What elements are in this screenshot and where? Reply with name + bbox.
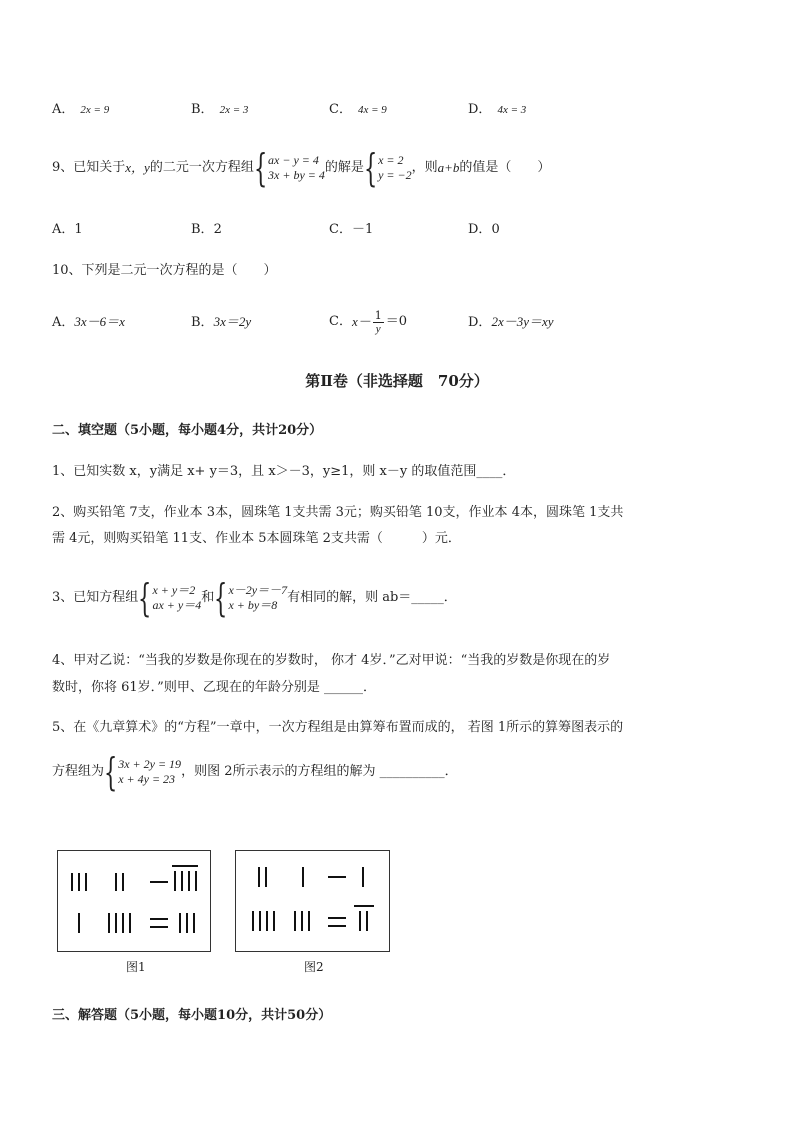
rod bbox=[301, 911, 303, 931]
fill-question-4-line2: 数时，你将 61岁．”则甲、乙现在的年龄分别是 ______． bbox=[52, 680, 376, 695]
figure-1-caption: 图1 bbox=[126, 960, 146, 974]
fill-question-2-line1: 2、购买铅笔 7支，作业本 3本，圆珠笔 1支共需 3元；购买铅笔 10支，作业本 4本，圆珠笔 1支共 bbox=[52, 505, 624, 520]
q9-option-d: D．0 bbox=[468, 222, 500, 237]
rod bbox=[172, 865, 198, 867]
brace-icon: { bbox=[214, 576, 228, 620]
q8-option-c: C． 4x = 9 bbox=[329, 102, 387, 117]
rod bbox=[115, 873, 117, 891]
fill-question-2-line2: 需 4元，则购买铅笔 11支、作业本 5本圆珠笔 2支共需（ ）元． bbox=[52, 531, 461, 546]
rod bbox=[366, 911, 368, 931]
fill-question-5-line1: 5、在《九章算术》的“方程”一章中，一次方程组是由算筹布置而成的， 若图 1所示的算筹图表示的 bbox=[52, 720, 624, 735]
q9-solution-system: { x = 2 y = −2 bbox=[363, 146, 412, 190]
rod bbox=[181, 871, 183, 891]
rod bbox=[302, 867, 304, 887]
q9-option-a: A．1 bbox=[52, 222, 83, 237]
rod bbox=[188, 871, 190, 891]
rod bbox=[78, 873, 80, 891]
rod bbox=[328, 925, 346, 927]
figure-1-counting-rods bbox=[57, 850, 211, 952]
rod bbox=[259, 911, 261, 931]
section-3-heading: 三、解答题（5小题，每小题10分，共计50分） bbox=[52, 1008, 332, 1023]
q10-option-c: C． x－ $\frac{1}{y}$ ＝0 bbox=[329, 308, 408, 335]
rod bbox=[266, 911, 268, 931]
q10-option-d: D．2x－3y＝xy bbox=[468, 314, 554, 330]
f3-system-2: { x－2y＝－7 x + by＝8 bbox=[214, 576, 288, 620]
fill-question-5-line2: 方程组为 { 3x + 2y = 19 x + 4y = 23 ，则图 2所示表示的方程组的解为 __________． bbox=[52, 750, 458, 794]
rod bbox=[108, 913, 110, 933]
brace-icon: { bbox=[104, 750, 118, 794]
q8-option-b: B． 2x = 3 bbox=[191, 102, 249, 117]
rod bbox=[359, 911, 361, 931]
rod bbox=[193, 913, 195, 933]
q8-option-d: D． 4x = 3 bbox=[468, 102, 527, 117]
rod bbox=[308, 911, 310, 931]
rod bbox=[265, 867, 267, 887]
rod bbox=[85, 873, 87, 891]
q10-option-a: A．3x－6＝x bbox=[52, 314, 125, 330]
rod bbox=[294, 911, 296, 931]
rod bbox=[150, 881, 168, 883]
rod bbox=[115, 913, 117, 933]
q9-equation-system: { ax − y = 4 3x + by = 4 bbox=[253, 146, 325, 190]
rod bbox=[129, 913, 131, 933]
rod bbox=[258, 867, 260, 887]
figure-2-counting-rods bbox=[235, 850, 390, 952]
f5-system: { 3x + 2y = 19 x + 4y = 23 bbox=[104, 750, 182, 794]
rod bbox=[362, 867, 364, 887]
fraction: $\frac{1}{y}$ bbox=[374, 308, 382, 335]
q10-option-b: B．3x＝2y bbox=[191, 314, 252, 330]
brace-icon: { bbox=[138, 576, 152, 620]
rod bbox=[150, 926, 168, 928]
rod bbox=[354, 905, 374, 907]
rod bbox=[122, 913, 124, 933]
question-10: 10、下列是二元一次方程的是（ ） bbox=[52, 263, 277, 278]
fill-question-4-line1: 4、甲对乙说：“当我的岁数是你现在的岁数时， 你才 4岁．”乙对甲说：“当我的岁数是你现在的岁 bbox=[52, 653, 611, 668]
brace-icon: { bbox=[363, 146, 378, 190]
rod bbox=[174, 871, 176, 891]
rod bbox=[78, 913, 80, 933]
rod bbox=[328, 917, 346, 919]
part-2-title: 第Ⅱ卷（非选择题 70分） bbox=[305, 372, 489, 390]
q9-option-b: B．2 bbox=[191, 222, 222, 237]
rod bbox=[122, 873, 124, 891]
q9-option-c: C．－1 bbox=[329, 222, 374, 237]
rod bbox=[195, 871, 197, 891]
rod bbox=[186, 913, 188, 933]
brace-icon: { bbox=[253, 146, 268, 190]
rod bbox=[273, 911, 275, 931]
question-9: 9、已知关于 x，y 的二元一次方程组 { ax − y = 4 3x + by = 4 的解是 { x = 2 y = −2 ，则 a+b 的值是（ ） bbox=[52, 146, 551, 190]
q8-option-a: A． 2x = 9 bbox=[52, 102, 110, 117]
rod bbox=[150, 918, 168, 920]
rod bbox=[179, 913, 181, 933]
section-2-heading: 二、填空题（5小题，每小题4分，共计20分） bbox=[52, 423, 323, 438]
rod bbox=[71, 873, 73, 891]
rod bbox=[252, 911, 254, 931]
fill-question-1: 1、已知实数 x，y满足 x+ y＝3，且 x＞－3，y≥1，则 x－y 的取值范围____． bbox=[52, 464, 516, 479]
fill-question-3: 3、已知方程组 { x + y＝2 ax + y＝4 和 { x－2y＝－7 x + by＝8 有相同的解，则 ab＝_____． bbox=[52, 576, 457, 620]
figure-2-caption: 图2 bbox=[304, 960, 324, 974]
f3-system-1: { x + y＝2 ax + y＝4 bbox=[138, 576, 202, 620]
rod bbox=[328, 876, 346, 878]
